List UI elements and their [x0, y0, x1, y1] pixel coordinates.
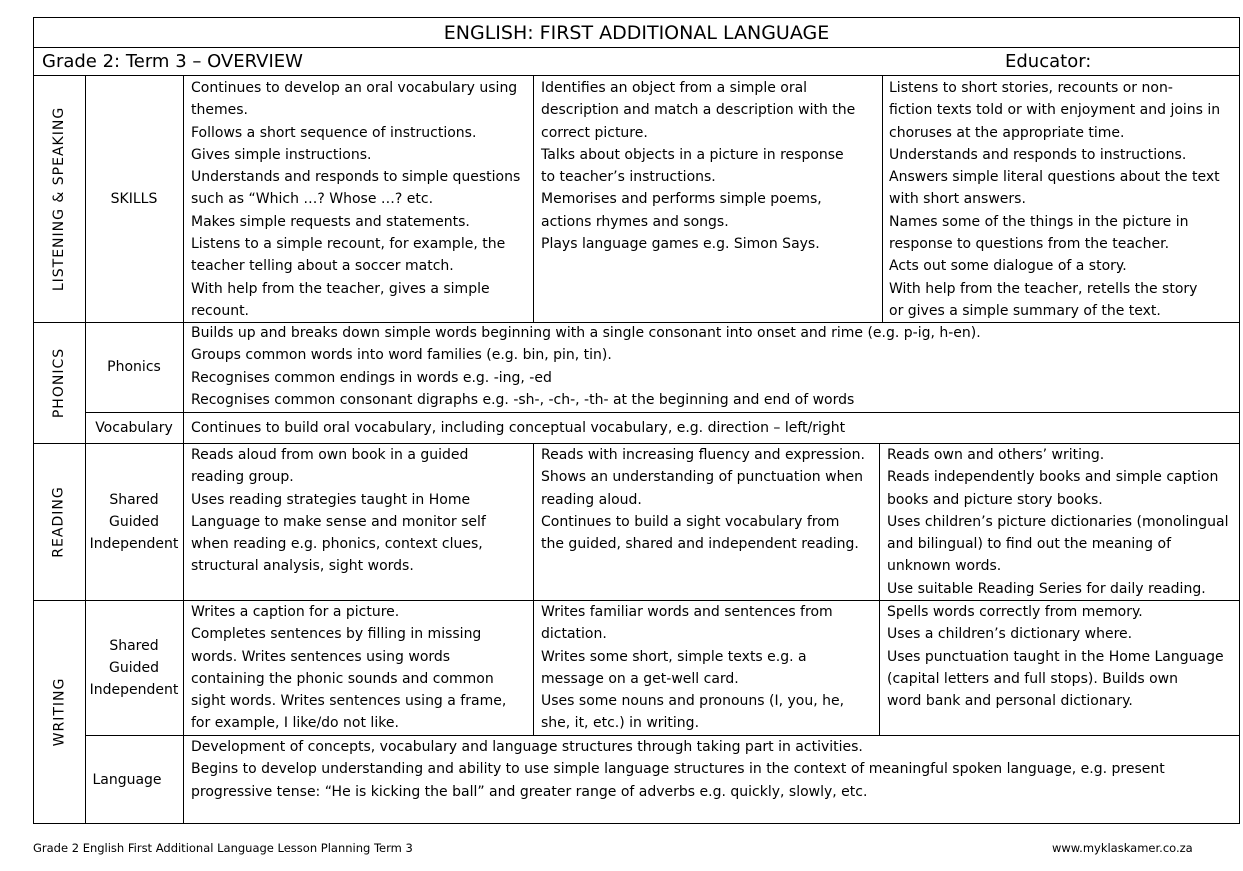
phonics-line: Builds up and breaks down simple words beginning with a single consonant into onset and rime (e.g. p-ig, h-en).: [191, 325, 981, 341]
skill-line: Plays language games e.g. Simon Says.: [541, 236, 820, 253]
row-label-line: Shared: [109, 491, 159, 508]
skill-line: fiction texts told or with enjoyment and joins in: [889, 102, 1221, 119]
writing-col-2: [541, 601, 844, 735]
skill-line: response to questions from the teacher.: [889, 236, 1170, 253]
skill-line: With help from the teacher, retells the story: [889, 280, 1198, 297]
skill-line: Listens to a simple recount, for example, the: [191, 236, 506, 253]
section-listening-speaking: [33, 75, 85, 322]
writing-line: Uses some nouns and pronouns (I, you, he,: [541, 693, 845, 710]
skill-line: to teacher’s instructions.: [541, 169, 716, 186]
writing-col-1: [191, 601, 506, 735]
row-label-line: Shared: [109, 637, 159, 654]
section-writing: [33, 600, 85, 824]
section-title: WRITING: [51, 677, 68, 747]
section-phonics: [33, 322, 85, 443]
section-title: LISTENING & SPEAKING: [51, 106, 67, 291]
reading-col-3: [887, 444, 1228, 600]
section-title: READING: [51, 485, 68, 558]
row-label-phonics: Phonics: [107, 359, 161, 375]
skill-line: Memorises and performs simple poems,: [541, 191, 822, 208]
reading-line: unknown words.: [887, 558, 1002, 575]
listening-col-3: [889, 77, 1220, 322]
row-label-vocabulary: Vocabulary: [95, 419, 173, 436]
phonics-content: [191, 322, 981, 411]
divider: [33, 47, 1240, 48]
skill-line: Identifies an object from a simple oral: [541, 80, 808, 96]
skill-line: Listens to short stories, recounts or non-: [889, 80, 1173, 96]
reading-line: structural analysis, sight words.: [191, 558, 414, 575]
row-label-line: Independent: [89, 535, 179, 552]
skill-line: description and match a description with the: [541, 102, 856, 119]
phonics-line: Recognises common endings in words e.g. -ing, -ed: [191, 369, 552, 386]
reading-line: reading group.: [191, 469, 294, 486]
skill-line: Names some of the things in the picture in: [889, 213, 1189, 230]
language-line: progressive tense: “He is kicking the ball” and greater range of adverbs e.g. quickly, slowly, etc.: [191, 783, 868, 800]
skill-line: Makes simple requests and statements.: [191, 213, 470, 230]
reading-line: and bilingual) to find out the meaning of: [887, 536, 1171, 553]
skill-line: themes.: [191, 102, 248, 119]
skill-line: recount.: [191, 302, 250, 319]
reading-line: Use suitable Reading Series for daily reading.: [887, 580, 1206, 597]
row-label-shared-guided-independent: [85, 443, 183, 600]
reading-line: Uses reading strategies taught in Home: [191, 491, 471, 508]
reading-line: Reads own and others’ writing.: [887, 447, 1105, 463]
skill-line: or gives a simple summary of the text.: [889, 302, 1161, 319]
phonics-line: Groups common words into word families (e.g. bin, pin, tin).: [191, 347, 612, 364]
skill-line: Gives simple instructions.: [191, 146, 372, 163]
writing-line: Spells words correctly from memory.: [887, 604, 1143, 620]
footer-left: Grade 2 English First Additional Language Lesson Planning Term 3: [33, 841, 413, 855]
row-label-line: Independent: [89, 681, 179, 698]
section-reading: [33, 443, 85, 600]
document-title: ENGLISH: FIRST ADDITIONAL LANGUAGE: [443, 22, 830, 44]
writing-col-3: [887, 601, 1224, 712]
reading-col-1: [191, 444, 486, 578]
vocabulary-content: Continues to build oral vocabulary, including conceptual vocabulary, e.g. direction – left/right: [191, 420, 846, 436]
reading-line: Uses children’s picture dictionaries (monolingual: [887, 513, 1229, 530]
listening-col-2: [541, 77, 855, 255]
language-line: Development of concepts, vocabulary and language structures through taking part in activities.: [191, 739, 863, 755]
divider: [879, 443, 880, 735]
writing-line: Completes sentences by filling in missing: [191, 626, 482, 643]
skill-line: Answers simple literal questions about the text: [889, 169, 1220, 186]
skill-line: with short answers.: [889, 191, 1026, 208]
reading-line: Reads aloud from own book in a guided: [191, 447, 469, 463]
writing-line: sight words. Writes sentences using a frame,: [191, 693, 507, 710]
row-label-line: Guided: [109, 513, 159, 530]
writing-line: Uses punctuation taught in the Home Language: [887, 648, 1224, 665]
reading-line: when reading e.g. phonics, context clues,: [191, 536, 483, 553]
writing-line: Writes some short, simple texts e.g. a: [541, 648, 807, 665]
skill-line: Understands and responds to instructions.: [889, 146, 1187, 163]
reading-line: books and picture story books.: [887, 491, 1103, 508]
reading-line: the guided, shared and independent reading.: [541, 536, 859, 553]
divider: [533, 443, 534, 735]
footer-url: www.myklaskamer.co.za: [1052, 841, 1193, 855]
skill-line: such as “Which …? Whose …? etc.: [191, 191, 434, 208]
reading-line: Language to make sense and monitor self: [191, 513, 486, 530]
divider: [85, 412, 1240, 413]
writing-line: for example, I like/do not like.: [191, 715, 399, 732]
skill-line: correct picture.: [541, 124, 648, 141]
skill-line: choruses at the appropriate time.: [889, 124, 1125, 141]
reading-line: Reads with increasing fluency and expression.: [541, 447, 865, 463]
writing-line: words. Writes sentences using words: [191, 648, 451, 665]
writing-line: Uses a children’s dictionary where.: [887, 626, 1133, 643]
reading-line: Reads independently books and simple caption: [887, 469, 1219, 486]
writing-line: message on a get-well card.: [541, 670, 739, 687]
writing-line: (capital letters and full stops). Builds own: [887, 670, 1179, 687]
skill-line: actions rhymes and songs.: [541, 213, 729, 230]
skill-line: Continues to develop an oral vocabulary using: [191, 80, 518, 96]
writing-line: she, it, etc.) in writing.: [541, 715, 700, 732]
reading-line: Continues to build a sight vocabulary from: [541, 513, 840, 530]
writing-line: Writes a caption for a picture.: [191, 604, 400, 620]
divider: [183, 75, 184, 824]
skill-line: teacher telling about a soccer match.: [191, 258, 454, 275]
phonics-line: Recognises common consonant digraphs e.g. -sh-, -ch-, -th- at the beginning and end of words: [191, 391, 855, 408]
skill-line: Acts out some dialogue of a story.: [889, 258, 1127, 275]
row-label-language: Language: [92, 771, 162, 788]
skill-line: With help from the teacher, gives a simple: [191, 280, 490, 297]
reading-line: Shows an understanding of punctuation when: [541, 469, 863, 486]
section-title: PHONICS: [51, 347, 68, 418]
skill-line: Talks about objects in a picture in response: [541, 146, 844, 163]
language-line: Begins to develop understanding and ability to use simple language structures in the context of meaningful spoken language, e.g. present: [191, 761, 1165, 778]
divider: [33, 75, 1240, 76]
skill-line: Understands and responds to simple questions: [191, 169, 521, 186]
writing-line: dictation.: [541, 626, 607, 643]
reading-col-2: [541, 444, 865, 555]
reading-line: reading aloud.: [541, 491, 642, 508]
language-content: [191, 736, 1165, 803]
writing-line: word bank and personal dictionary.: [887, 693, 1133, 710]
skill-line: Follows a short sequence of instructions.: [191, 124, 477, 141]
writing-line: Writes familiar words and sentences from: [541, 604, 833, 620]
grade-term-heading: Grade 2: Term 3 – OVERVIEW: [42, 51, 303, 72]
divider: [882, 75, 883, 322]
row-label-skills: SKILLS: [110, 190, 158, 207]
writing-line: containing the phonic sounds and common: [191, 670, 494, 687]
row-label-line: Guided: [109, 659, 159, 676]
divider: [533, 75, 534, 322]
listening-col-1: [191, 77, 520, 322]
educator-label: Educator:: [1005, 51, 1092, 72]
row-label-shared-guided-independent: [85, 600, 183, 735]
